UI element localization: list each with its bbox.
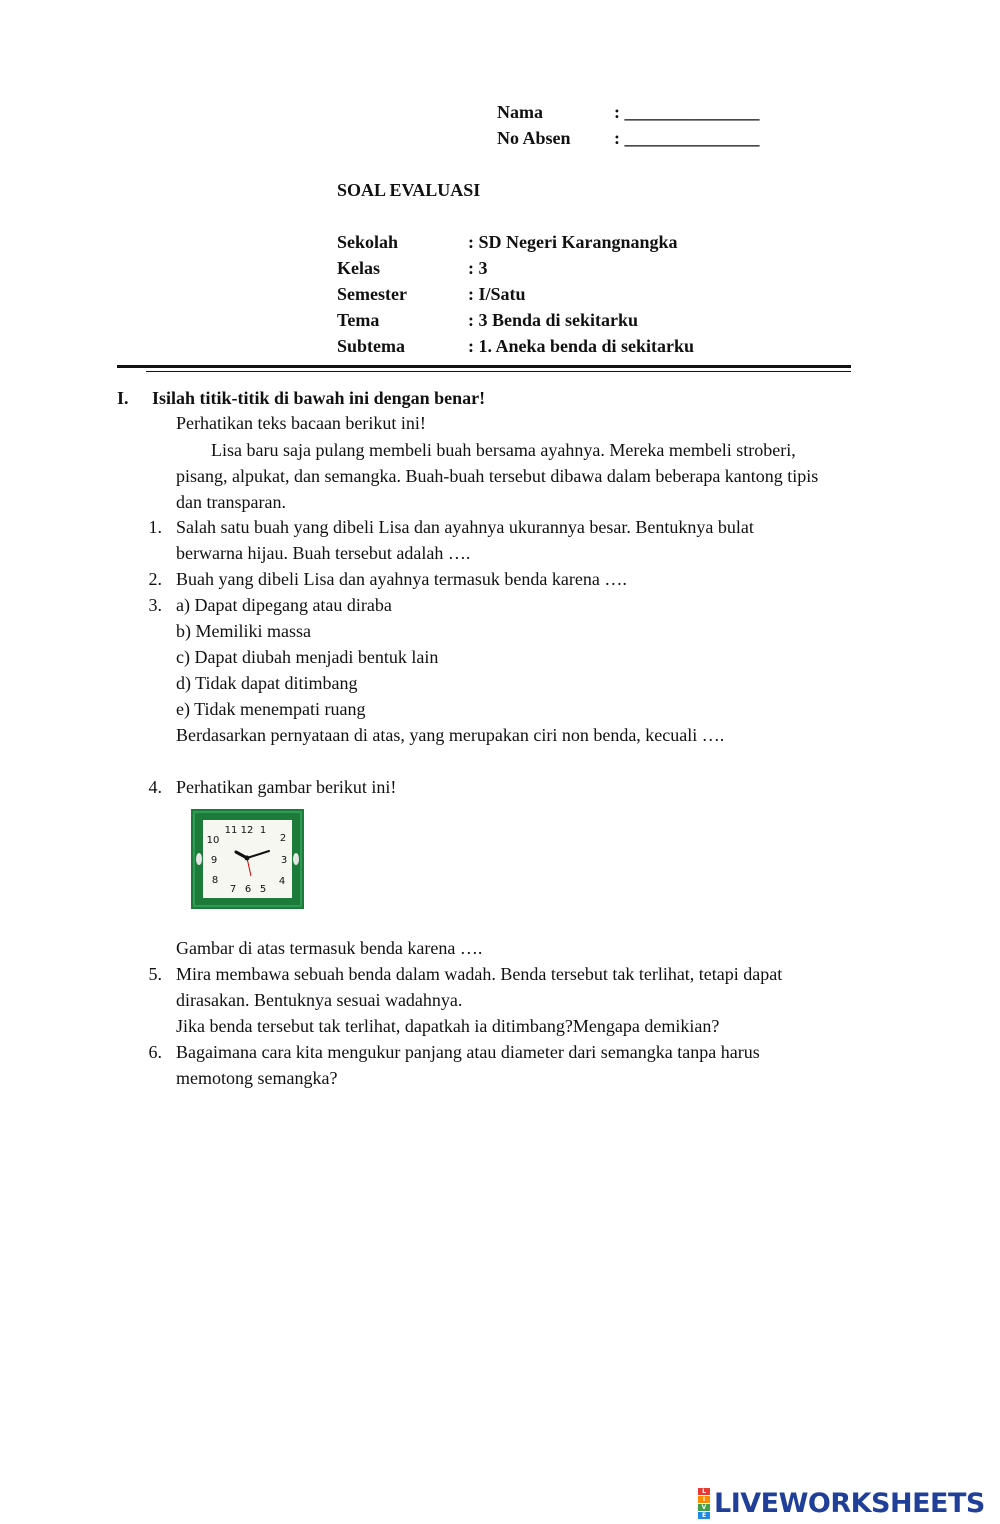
page-title: SOAL EVALUASI (337, 180, 481, 200)
absen-field[interactable]: : _______________ (614, 128, 760, 148)
clock-image (191, 809, 304, 909)
passage-line: pisang, alpukat, dan semangka. Buah-buah tersebut dibawa dalam beberapa kantong tipis (176, 466, 819, 486)
nama-field[interactable]: : _______________ (614, 102, 760, 122)
passage-intro: Perhatikan teks bacaan berikut ini! (176, 413, 426, 433)
absen-label: No Absen (497, 128, 571, 148)
logo-mark-icon (698, 1488, 710, 1519)
question-4-number: 4. (148, 777, 162, 797)
question-3-number: 3. (148, 595, 162, 615)
info-value-sekolah: : SD Negeri Karangnangka (468, 232, 678, 252)
liveworksheets-logo (698, 1483, 985, 1523)
question-3-option: b) Memiliki massa (176, 621, 311, 641)
question-2-text: Buah yang dibeli Lisa dan ayahnya termasuk benda karena …. (176, 569, 627, 589)
info-value-semester: : I/Satu (468, 284, 526, 304)
question-5-text: Jika benda tersebut tak terlihat, dapatkah ia ditimbang?Mengapa demikian? (176, 1016, 720, 1036)
clock-number: 2 (279, 833, 287, 844)
logo-mark-letter: L (698, 1488, 710, 1495)
question-1-number: 1. (148, 517, 162, 537)
info-label-subtema: Subtema (337, 336, 406, 356)
clock-number: 12 (240, 825, 254, 836)
question-3-option: a) Dapat dipegang atau diraba (176, 595, 392, 615)
question-3-option: e) Tidak menempati ruang (176, 699, 366, 719)
question-5-text: dirasakan. Bentuknya sesuai wadahnya. (176, 990, 463, 1010)
question-2-number: 2. (148, 569, 162, 589)
question-3-prompt: Berdasarkan pernyataan di atas, yang merupakan ciri non benda, kecuali …. (176, 725, 725, 745)
question-4-prompt: Gambar di atas termasuk benda karena …. (176, 938, 483, 958)
logo-mark-letter: V (698, 1504, 710, 1511)
nama-label: Nama (497, 102, 543, 122)
clock-number: 1 (259, 825, 267, 836)
logo-mark-letter: I (698, 1496, 710, 1503)
logo-text: LIVEWORKSHEETS (714, 1487, 985, 1519)
divider-bottom (146, 371, 851, 372)
clock-number: 6 (244, 884, 252, 895)
question-6-text: memotong semangka? (176, 1068, 338, 1088)
clock-number: 5 (259, 884, 267, 895)
clock-number: 8 (211, 875, 219, 886)
clock-number: 10 (206, 835, 220, 846)
question-4-intro: Perhatikan gambar berikut ini! (176, 777, 397, 797)
info-value-kelas: : 3 (468, 258, 488, 278)
question-3-option: c) Dapat diubah menjadi bentuk lain (176, 647, 439, 667)
question-5-text: Mira membawa sebuah benda dalam wadah. Benda tersebut tak terlihat, tetapi dapat (176, 964, 783, 984)
clock-number: 4 (278, 876, 286, 887)
passage-line: dan transparan. (176, 492, 286, 512)
divider-top (117, 365, 851, 368)
logo-mark-letter: E (698, 1512, 710, 1519)
section-instruction: Isilah titik-titik di bawah ini dengan benar! (152, 388, 486, 408)
info-label-sekolah: Sekolah (337, 232, 399, 252)
clock-number: 9 (210, 855, 218, 866)
question-6-number: 6. (148, 1042, 162, 1062)
info-label-semester: Semester (337, 284, 407, 304)
question-5-number: 5. (148, 964, 162, 984)
section-number: I. (117, 388, 129, 408)
question-1-text: berwarna hijau. Buah tersebut adalah …. (176, 543, 471, 563)
info-value-subtema: : 1. Aneka benda di sekitarku (468, 336, 695, 356)
info-label-tema: Tema (337, 310, 380, 330)
clock-number: 3 (280, 855, 288, 866)
question-3-option: d) Tidak dapat ditimbang (176, 673, 358, 693)
clock-number: 11 (224, 825, 238, 836)
info-label-kelas: Kelas (337, 258, 380, 278)
clock-number: 7 (229, 884, 237, 895)
passage-line: Lisa baru saja pulang membeli buah bersama ayahnya. Mereka membeli stroberi, (211, 440, 796, 460)
question-1-text: Salah satu buah yang dibeli Lisa dan ayahnya ukurannya besar. Bentuknya bulat (176, 517, 754, 537)
question-6-text: Bagaimana cara kita mengukur panjang atau diameter dari semangka tanpa harus (176, 1042, 760, 1062)
info-value-tema: : 3 Benda di sekitarku (468, 310, 639, 330)
